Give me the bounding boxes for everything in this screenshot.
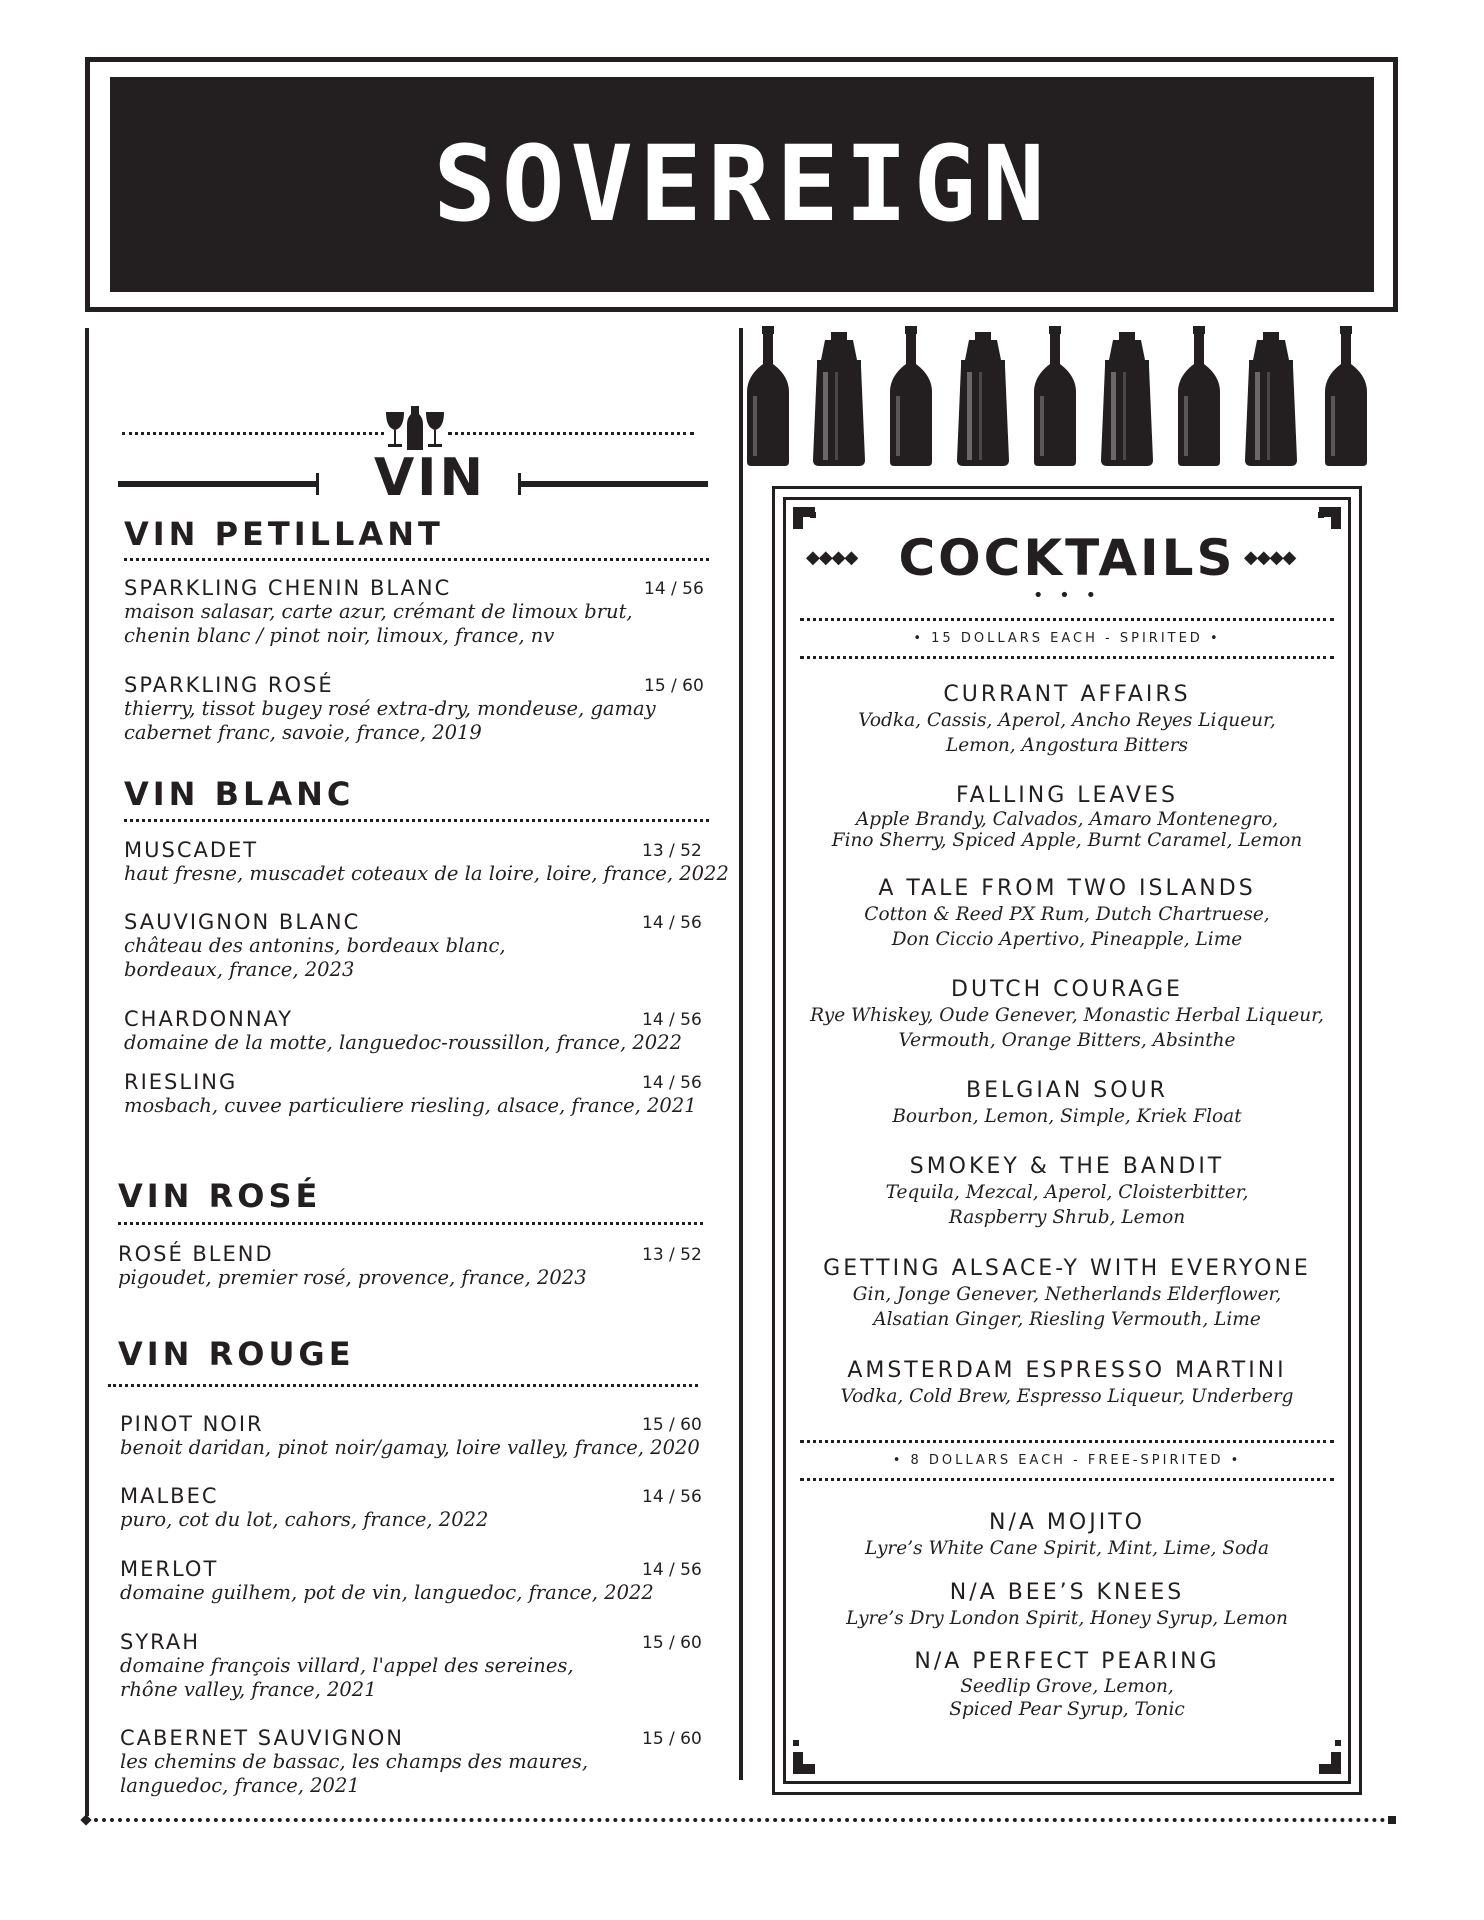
wine-description: puro, cot du lot, cahors, france, 2022 <box>120 1508 489 1531</box>
left-border-rule <box>85 328 89 1816</box>
section-heading-vin-blanc: VIN BLANC <box>124 775 355 813</box>
wine-description: château des antonins, bordeaux blanc, bordeaux, france, 2023 <box>124 934 506 981</box>
vin-dotted-rule-right <box>448 432 694 435</box>
cocktail-name: GETTING ALSACE-Y WITH EVERYONE <box>823 1256 1311 1281</box>
wine-name: MUSCADET <box>124 838 259 862</box>
cocktail-description-line: Vodka, Cold Brew, Espresso Liqueur, Underberg <box>840 1386 1294 1407</box>
cocktail-name: N/A PERFECT PEARING <box>914 1649 1220 1674</box>
vin-rule-left <box>118 481 318 487</box>
title-diamonds-right: ◆◆◆◆ <box>1244 547 1296 568</box>
wine-bottle-icon <box>888 326 934 466</box>
section-heading-vin-rose: VIN ROSÉ <box>118 1177 322 1215</box>
wine-name: SPARKLING CHENIN BLANC <box>124 576 452 600</box>
wine-price: 15 / 60 <box>642 1415 702 1435</box>
wine-bottle-icon <box>745 326 791 466</box>
wine-name: RIESLING <box>124 1070 238 1094</box>
cocktail-name: AMSTERDAM ESPRESSO MARTINI <box>847 1358 1287 1383</box>
section-heading-vin-petillant: VIN PETILLANT <box>124 515 444 553</box>
cocktail-item <box>783 977 1351 1053</box>
panel-dotted-rule <box>800 1478 1334 1481</box>
wine-price: 15 / 60 <box>642 1729 702 1749</box>
wine-description: mosbach, cuvee particuliere riesling, alsace, france, 2021 <box>124 1094 697 1117</box>
cocktail-description-line: Raspberry Shrub, Lemon <box>948 1207 1186 1228</box>
cocktail-item <box>783 1358 1351 1409</box>
wine-description: domaine guilhem, pot de vin, languedoc, france, 2022 <box>120 1581 654 1604</box>
cocktail-shaker-icon <box>953 332 1013 466</box>
cocktail-description-line: Fino Sherry, Spiced Apple, Burnt Caramel, Lemon <box>831 830 1303 851</box>
cocktail-description-line: Spiced Pear Syrup, Tonic <box>949 1699 1185 1720</box>
cocktail-description-line: Tequila, Mezcal, Aperol, Cloisterbitter, <box>885 1182 1249 1203</box>
wine-name: ROSÉ BLEND <box>118 1242 274 1266</box>
wine-price: 13 / 52 <box>642 1245 702 1265</box>
bottom-dotted-rule <box>94 1818 1386 1822</box>
wine-description: thierry, tissot bugey rosé extra-dry, mondeuse, gamay cabernet franc, savoie, france, 2019 <box>124 697 656 744</box>
cocktail-item <box>783 876 1351 952</box>
cocktail-description-line: Don Ciccio Apertivo, Pineapple, Lime <box>891 929 1243 950</box>
wine-price: 14 / 56 <box>642 1487 702 1507</box>
panel-dotted-rule <box>800 656 1334 659</box>
corner-ornament <box>1335 1740 1341 1746</box>
cocktail-name: SMOKEY & THE BANDIT <box>909 1154 1225 1179</box>
wine-description: domaine françois villard, l'appel des sereines, rhône valley, france, 2021 <box>120 1654 574 1701</box>
wine-name: SAUVIGNON BLANC <box>124 910 361 934</box>
bottom-rule-square-right <box>1388 1816 1396 1824</box>
wine-description: domaine de la motte, languedoc-roussillon, france, 2022 <box>124 1031 682 1054</box>
wine-price: 14 / 56 <box>644 579 704 599</box>
wine-price: 15 / 60 <box>642 1633 702 1653</box>
section-rule <box>118 1222 703 1225</box>
cocktail-description-line: Lyre’s White Cane Spirit, Mint, Lime, Soda <box>865 1538 1269 1559</box>
vin-rule-right <box>518 481 708 487</box>
wine-name: SPARKLING ROSÉ <box>124 673 334 697</box>
cocktail-description-line: Gin, Jonge Genever, Netherlands Elderflower, <box>852 1284 1282 1305</box>
cocktail-name: BELGIAN SOUR <box>966 1078 1168 1103</box>
panel-dotted-rule <box>800 618 1334 621</box>
vin-rule-left-cap <box>316 473 319 495</box>
cocktail-description-line: Vodka, Cassis, Aperol, Ancho Reyes Liqueur, <box>858 710 1276 731</box>
cocktail-name: FALLING LEAVES <box>956 783 1178 808</box>
cocktail-name: A TALE FROM TWO ISLANDS <box>878 876 1256 901</box>
cocktail-description-line: Lemon, Angostura Bitters <box>945 735 1189 756</box>
cocktail-description-line: Alsatian Ginger, Riesling Vermouth, Lime <box>873 1309 1261 1330</box>
vin-dotted-rule-left <box>122 432 384 435</box>
section-rule <box>124 819 709 822</box>
cocktails-title: COCKTAILS <box>898 529 1236 587</box>
cocktail-description-line: Apple Brandy, Calvados, Amaro Montenegro, <box>855 809 1279 830</box>
cocktail-item <box>783 682 1351 758</box>
wine-description: benoit daridan, pinot noir/gamay, loire valley, france, 2020 <box>120 1436 700 1459</box>
spirited-price-note: • 15 DOLLARS EACH - SPIRITED • <box>913 631 1221 646</box>
cocktail-item <box>783 783 1351 851</box>
panel-dotted-rule <box>800 1440 1334 1443</box>
bottle-shaker-illustration-row <box>745 326 1385 466</box>
cocktail-name: CURRANT AFFAIRS <box>943 682 1191 707</box>
cocktail-description-line: Rye Whiskey, Oude Genever, Monastic Herbal Liqueur, <box>810 1005 1324 1026</box>
title-ellipsis: • • • <box>1032 585 1102 606</box>
corner-ornament <box>1319 1764 1341 1774</box>
cocktail-item <box>783 1154 1351 1230</box>
cocktail-item <box>783 1510 1351 1561</box>
cocktail-name: DUTCH COURAGE <box>951 977 1183 1002</box>
cocktail-item <box>783 1580 1351 1631</box>
wine-description: pigoudet, premier rosé, provence, france, 2023 <box>118 1266 587 1289</box>
wine-price: 14 / 56 <box>642 1073 702 1093</box>
cocktail-description-line: Cotton & Reed PX Rum, Dutch Chartruese, <box>864 904 1270 925</box>
wine-bottle-icon <box>1323 326 1369 466</box>
cocktail-description-line: Seedlip Grove, Lemon, <box>960 1676 1174 1697</box>
cocktail-description-line: Vermouth, Orange Bitters, Absinthe <box>898 1030 1236 1051</box>
wine-description: haut fresne, muscadet coteaux de la loire, loire, france, 2022 <box>124 862 729 885</box>
section-heading-vin-rouge: VIN ROUGE <box>118 1335 355 1373</box>
wine-bottle-icon <box>1032 326 1078 466</box>
corner-ornament <box>793 1740 799 1746</box>
corner-ornament <box>1318 512 1324 518</box>
wine-price: 13 / 52 <box>642 841 702 861</box>
wine-name: PINOT NOIR <box>120 1412 264 1436</box>
wine-name: CHARDONNAY <box>124 1007 294 1031</box>
bottom-rule-diamond-left <box>80 1814 91 1825</box>
wine-price: 14 / 56 <box>642 913 702 933</box>
cocktail-description-line: Bourbon, Lemon, Simple, Kriek Float <box>892 1106 1242 1127</box>
section-rule <box>124 558 709 561</box>
title-diamonds-left: ◆◆◆◆ <box>806 547 858 568</box>
cocktail-name: N/A MOJITO <box>989 1510 1145 1535</box>
cocktail-item <box>783 1649 1351 1721</box>
wine-glasses-icon <box>382 406 448 452</box>
cocktail-shaker-icon <box>1241 332 1301 466</box>
vin-title: VIN <box>373 448 487 508</box>
cocktail-item <box>783 1078 1351 1129</box>
wine-name: CABERNET SAUVIGNON <box>120 1726 405 1750</box>
cocktail-shaker-icon <box>809 332 869 466</box>
section-rule <box>108 1384 698 1387</box>
wine-name: MALBEC <box>120 1484 219 1508</box>
wine-description: les chemins de bassac, les champs des maures, languedoc, france, 2021 <box>120 1750 589 1797</box>
cocktail-name: N/A BEE’S KNEES <box>949 1580 1185 1605</box>
free-spirited-price-note: • 8 DOLLARS EACH - FREE-SPIRITED • <box>892 1453 1242 1468</box>
corner-ornament <box>810 512 816 518</box>
cocktail-description-line: Lyre’s Dry London Spirit, Honey Syrup, Lemon <box>846 1608 1288 1629</box>
brand-title: SOVEREIGN <box>433 123 1051 245</box>
wine-price: 14 / 56 <box>642 1560 702 1580</box>
wine-name: MERLOT <box>120 1557 219 1581</box>
wine-name: SYRAH <box>120 1630 201 1654</box>
wine-price: 15 / 60 <box>644 676 704 696</box>
wine-bottle-icon <box>1176 326 1222 466</box>
cocktail-shaker-icon <box>1097 332 1157 466</box>
corner-ornament <box>793 1764 815 1774</box>
wine-description: maison salasar, carte azur, crémant de limoux brut, chenin blanc / pinot noir, limoux, france, nv <box>124 600 633 647</box>
cocktail-item <box>783 1256 1351 1332</box>
wine-price: 14 / 56 <box>642 1010 702 1030</box>
